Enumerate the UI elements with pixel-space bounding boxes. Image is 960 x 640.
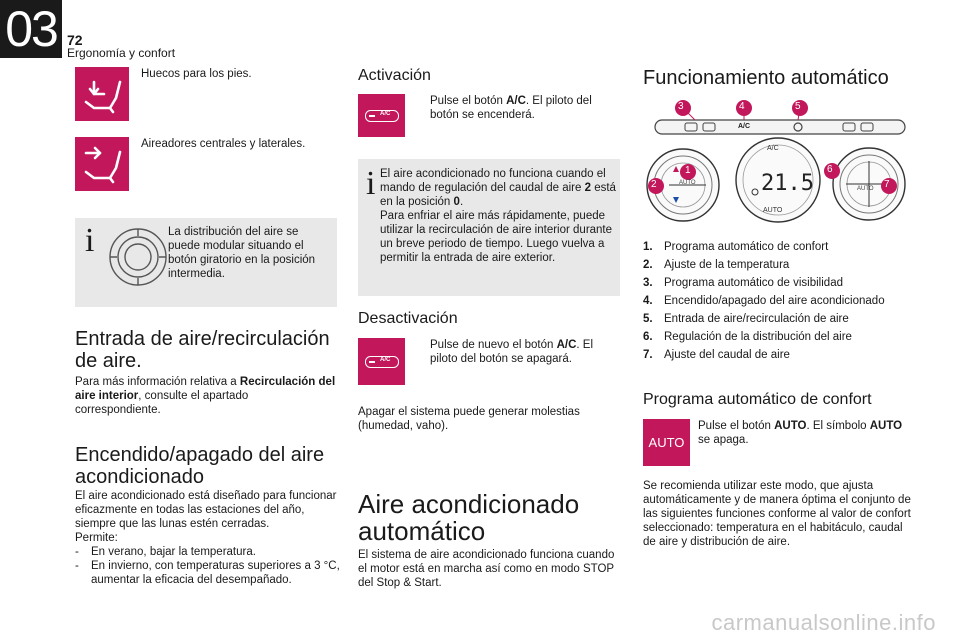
deactivation-note: Apagar el sistema puede generar molestias (humedad, vaho).: [358, 406, 580, 432]
comfort-activation-text: Pulse el botón AUTO. El símbolo AUTO se apaga.: [698, 420, 903, 446]
comfort-program-heading: Programa automático de confort: [643, 391, 872, 408]
deactivation-text: Pulse de nuevo el botón A/C. El piloto del botón se apagará.: [430, 339, 594, 365]
face-vent-icon: [75, 137, 129, 191]
deactivation-heading: Desactivación: [358, 310, 458, 327]
list-item: 3. Programa automático de visibilidad: [643, 277, 843, 289]
feet-vent-text: Huecos para los pies.: [141, 68, 252, 80]
activation-heading: Activación: [358, 67, 431, 84]
auto-button-icon: AUTO: [643, 419, 690, 466]
section-name: Ergonomía y confort: [67, 46, 176, 60]
panel-ac-label: A/C: [738, 123, 751, 130]
list-item: 7. Ajuste del caudal de aire: [643, 349, 790, 361]
controls-legend-list: [643, 240, 933, 366]
display-auto-label: AUTO: [763, 207, 783, 214]
callout-3: 3: [678, 101, 684, 112]
recirc-heading: Entrada de aire/recirculación de aire.: [75, 328, 330, 372]
ac-button-off-icon: A/C: [358, 338, 405, 385]
callout-5: 5: [795, 101, 801, 112]
temperature-display: 21.5: [761, 171, 814, 196]
onoff-text: El aire acondicionado está diseñado para funcionar eficazmente en todas las estaciones del año, siempre que las lunas estén cerradas. Permite: - En verano, bajar la temperatura. - En invierno, con temperaturas superiores a 3 °C, aumentar la eficacia del desempañado.: [75, 490, 340, 586]
info-box-ac: [358, 159, 620, 296]
onoff-heading: Encendido/apagado del aire acondicionado: [75, 444, 325, 488]
chapter-tab: 03: [0, 0, 62, 58]
info-box-distribution: [75, 218, 337, 307]
panel-auto-right: AUTO: [857, 186, 874, 192]
comfort-description-text: Se recomienda utilizar este modo, que ajusta automáticamente y de manera óptima el conjunto de las siguientes funciones conforme al valor de confort seleccionado: temperatura en el habitáculo, caudal de aire y distribución de aire.: [643, 480, 911, 548]
rotary-knob-icon: [105, 224, 171, 290]
info-icon: i: [85, 222, 95, 259]
footer-watermark: carmanualsonline.info: [711, 610, 936, 635]
list-item: 6. Regulación de la distribución del aire: [643, 331, 852, 343]
auto-operation-heading: Funcionamiento automático: [643, 67, 889, 89]
recirc-text: Para más información relativa a Recirculación del aire interior, consulte el apartado correspondiente.: [75, 376, 336, 416]
ac-button-icon: A/C: [358, 94, 405, 137]
callout-4: 4: [739, 101, 745, 112]
auto-ac-text: El sistema de aire acondicionado funciona cuando el motor está en marcha así como en modo STOP del Stop & Start.: [358, 549, 615, 589]
info-ac-text: El aire acondicionado no funciona cuando el mando de regulación del caudal de aire 2 está en la posición 0. Para enfriar el aire más rápidamente, puede utilizar la recirculación de aire interior durante un breve periodo de tiempo. Luego vuelva a permitir la entrada de aire exterior.: [380, 168, 616, 264]
callout-1: 1: [685, 165, 691, 176]
callout-7: 7: [884, 179, 890, 190]
list-item: 2. Ajuste de la temperatura: [643, 259, 790, 271]
callout-2: 2: [651, 179, 657, 190]
auto-ac-heading: Aire acondicionado automático: [358, 489, 580, 546]
list-item: 4. Encendido/apagado del aire acondicionado: [643, 295, 885, 307]
info-icon: i: [366, 165, 376, 202]
page-number: 72: [67, 32, 83, 48]
panel-auto-left: AUTO: [679, 180, 696, 186]
list-item: 1. Programa automático de confort: [643, 241, 829, 253]
face-vent-text: Aireadores centrales y laterales.: [141, 138, 306, 150]
activation-text: Pulse el botón A/C. El piloto del botón se encenderá.: [430, 95, 592, 121]
display-ac-label: A/C: [767, 145, 779, 152]
feet-vent-icon: [75, 67, 129, 121]
list-item: 5. Entrada de aire/recirculación de aire: [643, 313, 849, 325]
climate-panel-diagram: [643, 100, 918, 230]
callout-6: 6: [827, 164, 833, 175]
info-distribution-text: La distribución del aire se puede modular situando el botón giratorio en la posición intermedia.: [168, 226, 316, 280]
